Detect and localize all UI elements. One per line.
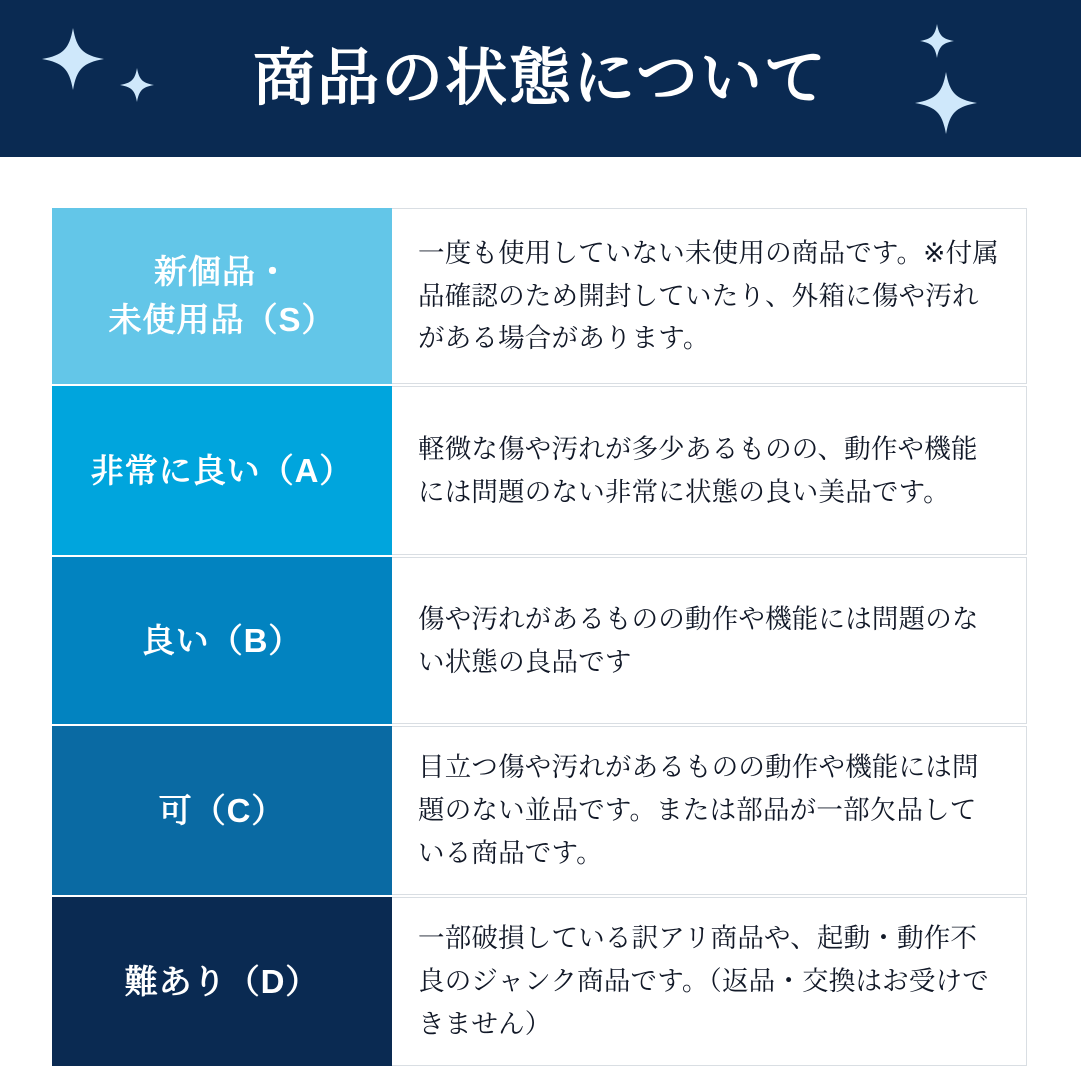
grade-label-s bbox=[52, 208, 392, 384]
description-cell-b bbox=[392, 557, 1027, 724]
table-row bbox=[52, 897, 1027, 1066]
grade-label-line1: 可（C） bbox=[158, 791, 286, 829]
description-text: 一度も使用していない未使用の商品です。※付属品確認のため開封していたり、外箱に傷や汚れがある場合があります。 bbox=[418, 237, 999, 354]
page-title: 商品の状態について bbox=[253, 43, 828, 113]
grade-label-b bbox=[52, 557, 392, 724]
description-text: 目立つ傷や汚れがあるものの動作や機能には問題のない並品です。または部品が一部欠品している商品です。 bbox=[418, 752, 979, 868]
table-row bbox=[52, 386, 1027, 557]
grade-label-line1: 良い（B） bbox=[141, 621, 303, 659]
table-row bbox=[52, 208, 1027, 386]
description-cell-s bbox=[392, 208, 1027, 384]
grade-label-a bbox=[52, 386, 392, 555]
grade-label-line1: 難あり（D） bbox=[124, 962, 320, 1000]
description-text: 傷や汚れがあるものの動作や機能には問題のない状態の良品です bbox=[418, 603, 979, 677]
description-text: 一部破損している訳アリ商品や、起動・動作不良のジャンク商品です。（返品・交換はお受けできません） bbox=[418, 923, 989, 1039]
grade-label-line1: 非常に良い（A） bbox=[90, 451, 354, 489]
sparkle-icon bbox=[915, 72, 977, 134]
grade-label-c bbox=[52, 726, 392, 895]
sparkle-icon bbox=[42, 28, 104, 90]
description-cell-a bbox=[392, 386, 1027, 555]
header-banner bbox=[0, 0, 1081, 157]
description-cell-c bbox=[392, 726, 1027, 895]
grade-label-line2: 未使用品（S） bbox=[108, 301, 336, 338]
description-text: 軽微な傷や汚れが多少あるものの、動作や機能には問題のない非常に状態の良い美品です。 bbox=[418, 433, 978, 507]
description-cell-d bbox=[392, 897, 1027, 1066]
grade-label-line1: 新個品・ bbox=[153, 253, 290, 291]
condition-table bbox=[52, 208, 1027, 1066]
sparkle-icon bbox=[920, 24, 954, 58]
grade-label-d bbox=[52, 897, 392, 1066]
sparkle-icon bbox=[120, 68, 154, 102]
table-row bbox=[52, 557, 1027, 726]
table-row bbox=[52, 726, 1027, 897]
